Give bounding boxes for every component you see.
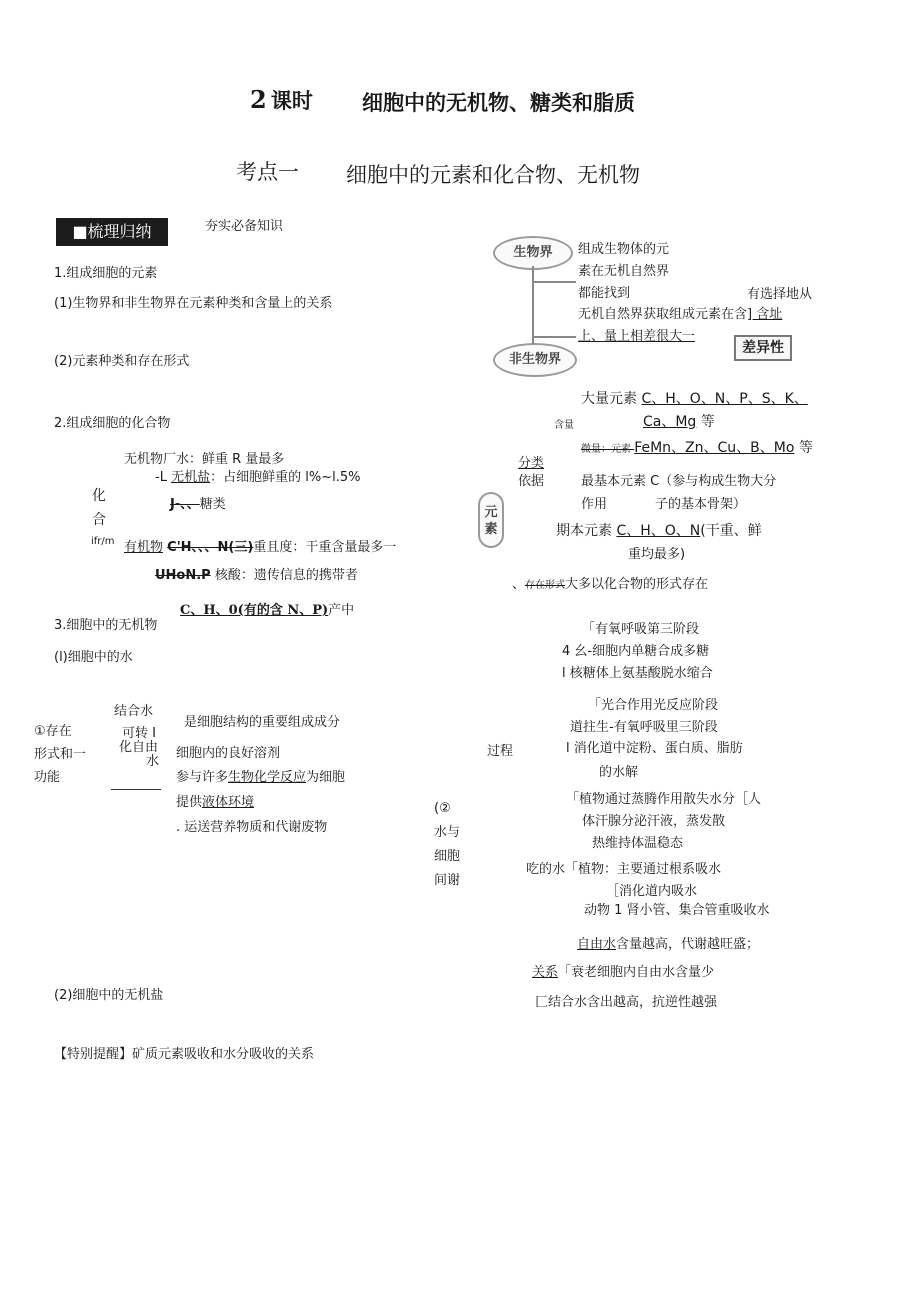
water-absorb-2: ［消化道内吸水 [606,884,698,899]
organic-rest: 重且度：干重含量最多一 [253,540,397,555]
basic-element: 最基本元素 C（参与构成生物大分 [581,474,777,489]
relation-aging-row [532,965,714,981]
free-water-env [176,795,254,811]
nonbio-world-badge: 非生物界 [493,343,577,377]
sugar-row [170,497,226,513]
water-use-4: 的水解 [599,765,639,780]
micro-label: 微量：元素 [581,444,635,455]
review-tag: ■梳理归纳 [56,218,168,246]
salt-prefix: -L [155,470,172,485]
organic-elements-tail: 产中 [328,603,355,618]
basis-label: 依据 [518,474,545,489]
section-title: 细胞中的元素和化合物、无机物 [346,163,640,187]
free-water-line1: 化自由 [119,740,159,755]
macro-tail: 等 [696,414,715,430]
salt-label: 无机盐 [171,470,211,485]
free-water-transport: . 运送营养物质和代谢废物 [176,820,328,835]
connector-top [532,281,576,283]
compound-char-wu: ifr/m [91,536,115,547]
bio-world-badge: 生物界 [493,236,573,270]
difference-badge: 差异性 [734,335,792,361]
organic-code: C'H、、、N(三) [167,540,254,555]
water-loss-3: 热维持体温稳态 [592,836,684,851]
water-production-3: l 核糖体上氨基酸脱水缩合 [562,666,713,681]
water-production-2: 4 幺-细胞内单糖合成多糖 [562,644,710,659]
macro-list-2: Ca、Mg [643,414,697,430]
item-1-2-heading: (2)元素种类和存在形式 [54,354,190,369]
sugar-label: 糖类 [199,497,226,512]
compose-line3: 都能找到 [578,286,631,301]
water-meta-side-2: 水与 [434,825,461,840]
water-meta-side-3: 细胞 [434,849,461,864]
bound-water-role: 是细胞结构的重要组成成分 [184,715,341,730]
water-exist-line3: 功能 [34,770,61,785]
relation-free-label: 自由水 [577,937,617,952]
compound-char-hua: 化 [92,488,106,504]
nucleic-row [155,568,358,584]
macro-elements-row [581,391,808,408]
item-3-heading: 3.细胞中的无机物 [54,618,158,633]
amount-diff: 上、量上相差很大一 [578,329,696,344]
item-1-1-heading: (1)生物界和非生物界在元素种类和含量上的关系 [54,296,333,311]
exist-form-row [512,577,708,593]
bound-water: 结合水 [114,704,154,719]
selective-note: 有选择地从 [747,287,813,302]
water-meta-side-1: (② [434,801,451,816]
process-label: 过程 [487,744,514,759]
water-meta-side-4: 间谢 [434,873,461,888]
react-link: 生物化学反应 [228,770,307,785]
env-link: 液体环境 [202,795,255,810]
free-water-line2: 水 [146,754,160,769]
inorganic-salt [155,470,360,486]
react-suffix: 为细胞 [306,770,346,785]
main-tail: (干重、鲜 [700,523,762,539]
compound-char-he: 合 [92,512,106,528]
lesson-number: 2 [250,85,267,114]
page-title: 细胞中的无机物、糖类和脂质 [362,90,635,115]
main-prefix: 期本元素 [556,523,617,539]
relation-bound: 匚结合水含出越高，抗逆性越强 [535,995,718,1010]
water-absorb-3: 动物 1 肾小管、集合管重吸收水 [584,903,770,918]
salt-rest: ：占细胞鲜重的 l%~l.5% [210,470,361,485]
exist-lead: 、 [512,577,526,592]
item-3-1-heading: (l)细胞中的水 [54,650,133,665]
water-loss-2: 体汗腺分泌汗液，蒸发散 [582,814,726,829]
relation-aging: 「衰老细胞内自由水含量少 [558,965,715,980]
react-prefix: 参与许多 [176,770,229,785]
special-tip: 【特别提醒】矿质元素吸收和水分吸收的关系 [54,1047,315,1062]
water-exist-line1: ①存在 [34,724,72,739]
water-use-2: 道拄生-有氧呼吸里三阶段 [570,720,718,735]
free-water-reaction [176,770,345,786]
organic-label: 有机物 [124,540,164,555]
lesson-heading [250,86,313,115]
env-prefix: 提供 [176,795,203,810]
water-loss-1: 「植物通过蒸腾作用散失水分［人 [566,792,762,807]
relation-free-rest: 含量越高，代谢越旺盛； [616,937,760,952]
water-exist-line2: 形式和一 [34,747,87,762]
skeleton-note: 子的基本骨架） [655,497,747,512]
macro-elements-row2 [643,414,715,431]
review-subtitle: 夯实必备知识 [205,219,284,234]
water-convert: 可转 I [122,726,156,741]
micro-list: FeMn、Zn、Cu、B、Mo [634,440,795,456]
item-3-2-heading: (2)细胞中的无机盐 [54,988,164,1003]
organic-elements-list: C、H、0(有的含 N、P) [180,603,329,618]
item-1-heading: 1.组成细胞的元素 [54,266,158,281]
water-divider [111,789,161,790]
exist-rest: 大多以化合物的形式存在 [565,577,709,592]
relation-free-row [577,937,759,953]
classify-label [518,456,544,472]
content-label: 含量 [554,420,574,431]
micro-elements-row [581,440,813,457]
main-list: C、H、O、N [616,523,701,539]
nucleic-code: UHoN.P [155,568,211,583]
water-absorb-1: 吃的水「植物：主要通过根系吸水 [526,862,722,877]
obtain-prefix: 无机自然界获取组成元素在含 [578,307,748,322]
water-production-1: 「有氧呼吸第三阶段 [582,622,700,637]
water-use-3: l 消化道中淀粉、蛋白质、脂肪 [566,741,743,756]
organic-elements [180,603,354,619]
classify-text: 分类 [518,456,545,471]
obtain-line [578,307,782,323]
compose-line2: 素在无机自然界 [578,264,670,279]
sugar-code: J-、、 [170,497,200,512]
micro-tail: 等 [794,440,813,456]
element-badge: 元素 [478,492,504,548]
organic-row [124,540,396,556]
macro-list-1: C、H、O、N、P、S、K、 [641,391,808,407]
macro-prefix: 大量元素 [581,391,642,407]
relation-label: 关系 [532,965,559,980]
free-water-solvent: 细胞内的良好溶剂 [176,746,281,761]
obtain-end: ] 含址 [747,307,783,322]
item-2-heading: 2.组成细胞的化合物 [54,416,171,431]
exist-label: 存在形式 [525,580,566,591]
amount-diff-line [578,329,695,345]
connector-bottom [532,336,576,338]
main-elements-row [556,523,762,540]
connector-vertical [532,266,534,344]
compose-line1: 组成生物体的元 [578,242,670,257]
inorganic-water: 无机物厂水：鲜重 R 量最多 [124,452,285,467]
main-elements-note: 重均最多) [628,547,686,562]
nucleic-rest: 核酸：遗传信息的携带者 [210,568,358,583]
lesson-unit: 课时 [270,88,313,113]
water-use-1: 「光合作用光反应阶段 [588,698,719,713]
role-label: 作用 [581,497,608,512]
section-label: 考点一 [236,160,299,184]
